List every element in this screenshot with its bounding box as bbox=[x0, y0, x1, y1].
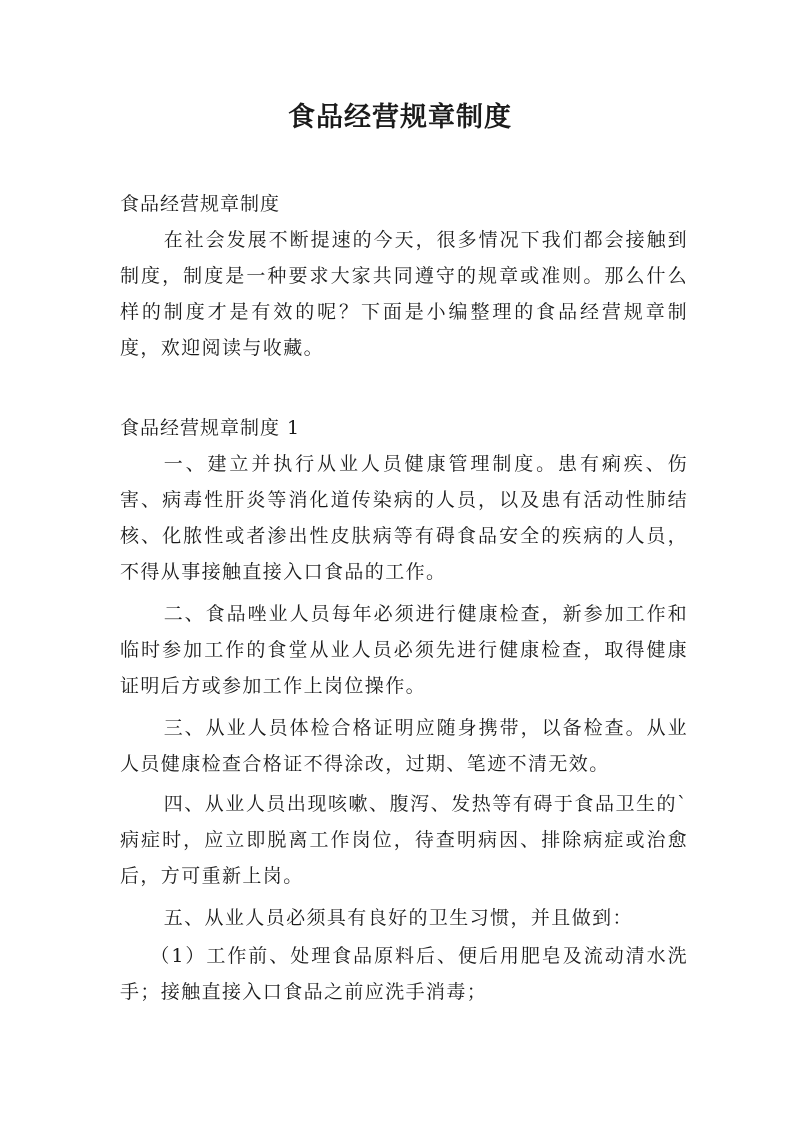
intro-heading: 食品经营规章制度 bbox=[120, 193, 281, 215]
paragraph-3: 三、从业人员体检合格证明应随身携带，以备检查。从业人员健康检查合格证不得涂改，过期、笔迹不清无效。 bbox=[120, 717, 688, 775]
paragraph-1: 一、建立并执行从业人员健康管理制度。患有痢疾、伤害、病毒性肝炎等消化道传染病的人员，以及患有活动性肺结核、化脓性或者渗出性皮肤病等有碍食品安全的疾病的人员，不得从事接触直接入口食品的工作。 bbox=[120, 453, 688, 583]
paragraph-6: （1）工作前、处理食品原料后、便后用肥皂及流动清水洗手；接触直接入口食品之前应洗手消毒； bbox=[120, 945, 688, 1003]
document-title: 食品经营规章制度 bbox=[288, 102, 512, 133]
paragraph-2: 二、食品唑业人员每年必须进行健康检查，新参加工作和临时参加工作的食堂从业人员必须先进行健康检查，取得健康证明后方或参加工作上岗位操作。 bbox=[120, 603, 688, 697]
intro-paragraph: 在社会发展不断提速的今天，很多情况下我们都会接触到制度，制度是一种要求大家共同遵守的规章或准则。那么什么样的制度才是有效的呢？下面是小编整理的食品经营规章制度，欢迎阅读与收藏。 bbox=[120, 229, 688, 359]
section-heading: 食品经营规章制度 1 bbox=[120, 417, 301, 439]
paragraph-5: 五、从业人员必须具有良好的卫生习惯，并且做到： bbox=[163, 907, 633, 929]
paragraph-4: 四、从业人员出现咳嗽、腹泻、发热等有碍于食品卫生的`病症时，应立即脱离工作岗位，待查明病因、排除病症或治愈后，方可重新上岗。 bbox=[120, 793, 688, 887]
